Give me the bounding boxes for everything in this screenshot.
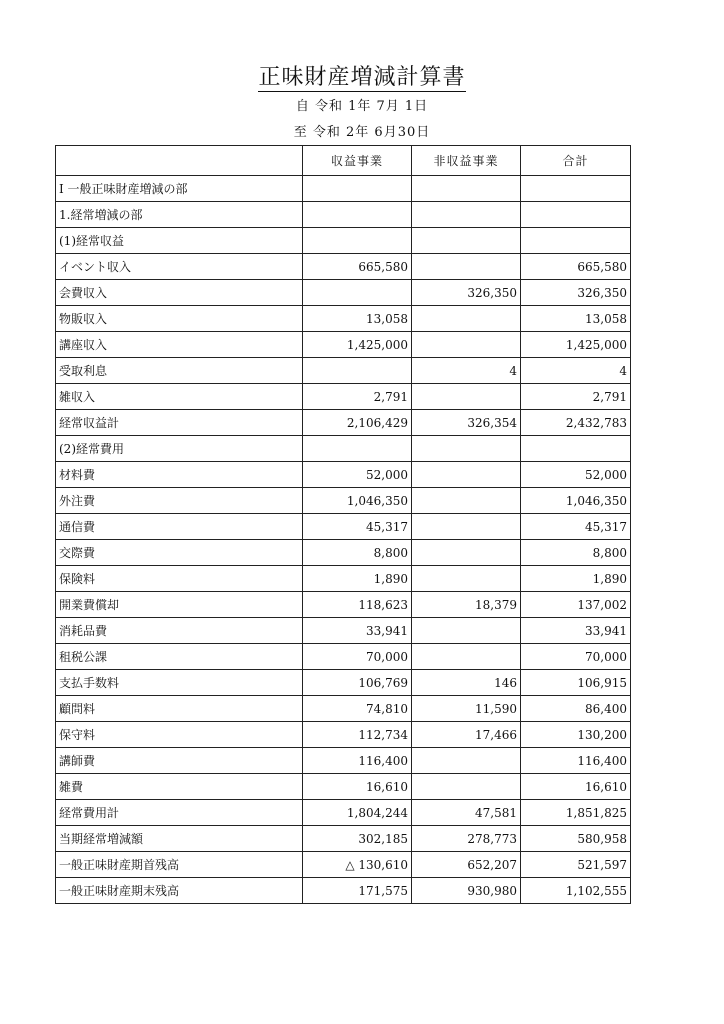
row-label: 受取利息	[56, 358, 303, 384]
cell-total: 1,851,825	[521, 800, 631, 826]
cell-nonprofit: 18,379	[412, 592, 521, 618]
table-row	[56, 644, 631, 670]
row-label: 通信費	[56, 514, 303, 540]
cell-total: 521,597	[521, 852, 631, 878]
row-label: 租税公課	[56, 644, 303, 670]
table-row	[56, 748, 631, 774]
cell-profit: 112,734	[303, 722, 412, 748]
header-row	[56, 146, 631, 176]
table-row	[56, 332, 631, 358]
row-label: 保守料	[56, 722, 303, 748]
header-label	[56, 146, 303, 176]
cell-total: 137,002	[521, 592, 631, 618]
cell-nonprofit: 278,773	[412, 826, 521, 852]
header-nonprofit: 非収益事業	[412, 146, 521, 176]
cell-nonprofit: 326,350	[412, 280, 521, 306]
period-from: 自 令和 1年 7月 1日	[295, 99, 429, 114]
cell-total: 1,890	[521, 566, 631, 592]
cell-nonprofit: 326,354	[412, 410, 521, 436]
header-profit: 収益事業	[303, 146, 412, 176]
cell-nonprofit: 4	[412, 358, 521, 384]
row-label: 会費収入	[56, 280, 303, 306]
cell-nonprofit: 652,207	[412, 852, 521, 878]
cell-total: 1,102,555	[521, 878, 631, 904]
cell-total: 45,317	[521, 514, 631, 540]
table-row	[56, 202, 631, 228]
cell-nonprofit	[412, 540, 521, 566]
cell-total	[521, 228, 631, 254]
row-label: 講座収入	[56, 332, 303, 358]
cell-nonprofit	[412, 384, 521, 410]
table-row	[56, 514, 631, 540]
cell-nonprofit	[412, 306, 521, 332]
row-label: 1.経常増減の部	[56, 202, 303, 228]
table-row	[56, 306, 631, 332]
cell-total: 4	[521, 358, 631, 384]
cell-total: 70,000	[521, 644, 631, 670]
table-row	[56, 592, 631, 618]
cell-nonprofit	[412, 644, 521, 670]
table-row	[56, 540, 631, 566]
cell-total: 1,046,350	[521, 488, 631, 514]
cell-total: 106,915	[521, 670, 631, 696]
cell-total: 13,058	[521, 306, 631, 332]
cell-total: 2,432,783	[521, 410, 631, 436]
table-row	[56, 228, 631, 254]
table-row	[56, 358, 631, 384]
row-label: 材料費	[56, 462, 303, 488]
cell-nonprofit	[412, 332, 521, 358]
table-row	[56, 384, 631, 410]
cell-nonprofit	[412, 618, 521, 644]
row-label: 当期経常増減額	[56, 826, 303, 852]
table-row	[56, 722, 631, 748]
table-row	[56, 254, 631, 280]
cell-nonprofit	[412, 462, 521, 488]
cell-profit: 2,106,429	[303, 410, 412, 436]
cell-nonprofit	[412, 228, 521, 254]
cell-total: 580,958	[521, 826, 631, 852]
cell-nonprofit: 11,590	[412, 696, 521, 722]
cell-total: 665,580	[521, 254, 631, 280]
table-row	[56, 774, 631, 800]
row-label: 物販収入	[56, 306, 303, 332]
cell-profit	[303, 176, 412, 202]
cell-total: 2,791	[521, 384, 631, 410]
row-label: 経常費用計	[56, 800, 303, 826]
row-label: (2)経常費用	[56, 436, 303, 462]
cell-nonprofit	[412, 566, 521, 592]
table-row	[56, 826, 631, 852]
cell-total: 8,800	[521, 540, 631, 566]
table-row	[56, 566, 631, 592]
cell-profit: 8,800	[303, 540, 412, 566]
cell-profit: 1,046,350	[303, 488, 412, 514]
table-row	[56, 878, 631, 904]
cell-total: 52,000	[521, 462, 631, 488]
table-row	[56, 488, 631, 514]
cell-profit: 116,400	[303, 748, 412, 774]
cell-nonprofit	[412, 514, 521, 540]
cell-nonprofit	[412, 774, 521, 800]
document-title	[0, 60, 724, 91]
cell-profit: 16,610	[303, 774, 412, 800]
cell-profit	[303, 228, 412, 254]
table-row	[56, 462, 631, 488]
statement-table	[55, 145, 631, 904]
cell-total: 116,400	[521, 748, 631, 774]
cell-profit: 70,000	[303, 644, 412, 670]
row-label: 一般正味財産期首残高	[56, 852, 303, 878]
table-row	[56, 800, 631, 826]
cell-total	[521, 176, 631, 202]
row-label: 支払手数料	[56, 670, 303, 696]
cell-profit: 118,623	[303, 592, 412, 618]
row-label: I 一般正味財産増減の部	[56, 176, 303, 202]
table-row	[56, 696, 631, 722]
row-label: 交際費	[56, 540, 303, 566]
statement-body	[56, 176, 631, 904]
cell-total: 130,200	[521, 722, 631, 748]
cell-profit	[303, 358, 412, 384]
cell-profit: 106,769	[303, 670, 412, 696]
cell-total: 86,400	[521, 696, 631, 722]
cell-profit: 45,317	[303, 514, 412, 540]
cell-profit: 1,890	[303, 566, 412, 592]
cell-profit: 13,058	[303, 306, 412, 332]
cell-profit: 302,185	[303, 826, 412, 852]
table-row	[56, 852, 631, 878]
cell-nonprofit: 146	[412, 670, 521, 696]
cell-total: 1,425,000	[521, 332, 631, 358]
cell-nonprofit	[412, 254, 521, 280]
cell-nonprofit	[412, 436, 521, 462]
table-row	[56, 618, 631, 644]
cell-nonprofit	[412, 488, 521, 514]
document-title-text: 正味財産増減計算書	[258, 65, 466, 90]
cell-total	[521, 202, 631, 228]
row-label: (1)経常収益	[56, 228, 303, 254]
header-total: 合計	[521, 146, 631, 176]
cell-profit	[303, 202, 412, 228]
table-row	[56, 176, 631, 202]
table-row	[56, 436, 631, 462]
cell-profit	[303, 436, 412, 462]
cell-nonprofit	[412, 748, 521, 774]
cell-profit: 52,000	[303, 462, 412, 488]
cell-total: 16,610	[521, 774, 631, 800]
row-label: 消耗品費	[56, 618, 303, 644]
cell-nonprofit	[412, 176, 521, 202]
row-label: 経常収益計	[56, 410, 303, 436]
table-row	[56, 670, 631, 696]
row-label: 一般正味財産期末残高	[56, 878, 303, 904]
row-label: 開業費償却	[56, 592, 303, 618]
cell-profit: 2,791	[303, 384, 412, 410]
cell-profit: 1,425,000	[303, 332, 412, 358]
row-label: 雑費	[56, 774, 303, 800]
cell-profit	[303, 280, 412, 306]
row-label: 保険料	[56, 566, 303, 592]
cell-nonprofit: 930,980	[412, 878, 521, 904]
cell-profit: 33,941	[303, 618, 412, 644]
cell-profit: 665,580	[303, 254, 412, 280]
cell-profit: 74,810	[303, 696, 412, 722]
cell-profit: 171,575	[303, 878, 412, 904]
cell-profit: △ 130,610	[303, 852, 412, 878]
table-row	[56, 410, 631, 436]
cell-nonprofit: 47,581	[412, 800, 521, 826]
cell-total: 326,350	[521, 280, 631, 306]
row-label: 顧問料	[56, 696, 303, 722]
cell-profit: 1,804,244	[303, 800, 412, 826]
row-label: イベント収入	[56, 254, 303, 280]
row-label: 雑収入	[56, 384, 303, 410]
cell-nonprofit: 17,466	[412, 722, 521, 748]
cell-total: 33,941	[521, 618, 631, 644]
period-to: 至 令和 2年 6月30日	[293, 125, 431, 140]
cell-nonprofit	[412, 202, 521, 228]
row-label: 外注費	[56, 488, 303, 514]
row-label: 講師費	[56, 748, 303, 774]
table-row	[56, 280, 631, 306]
cell-total	[521, 436, 631, 462]
